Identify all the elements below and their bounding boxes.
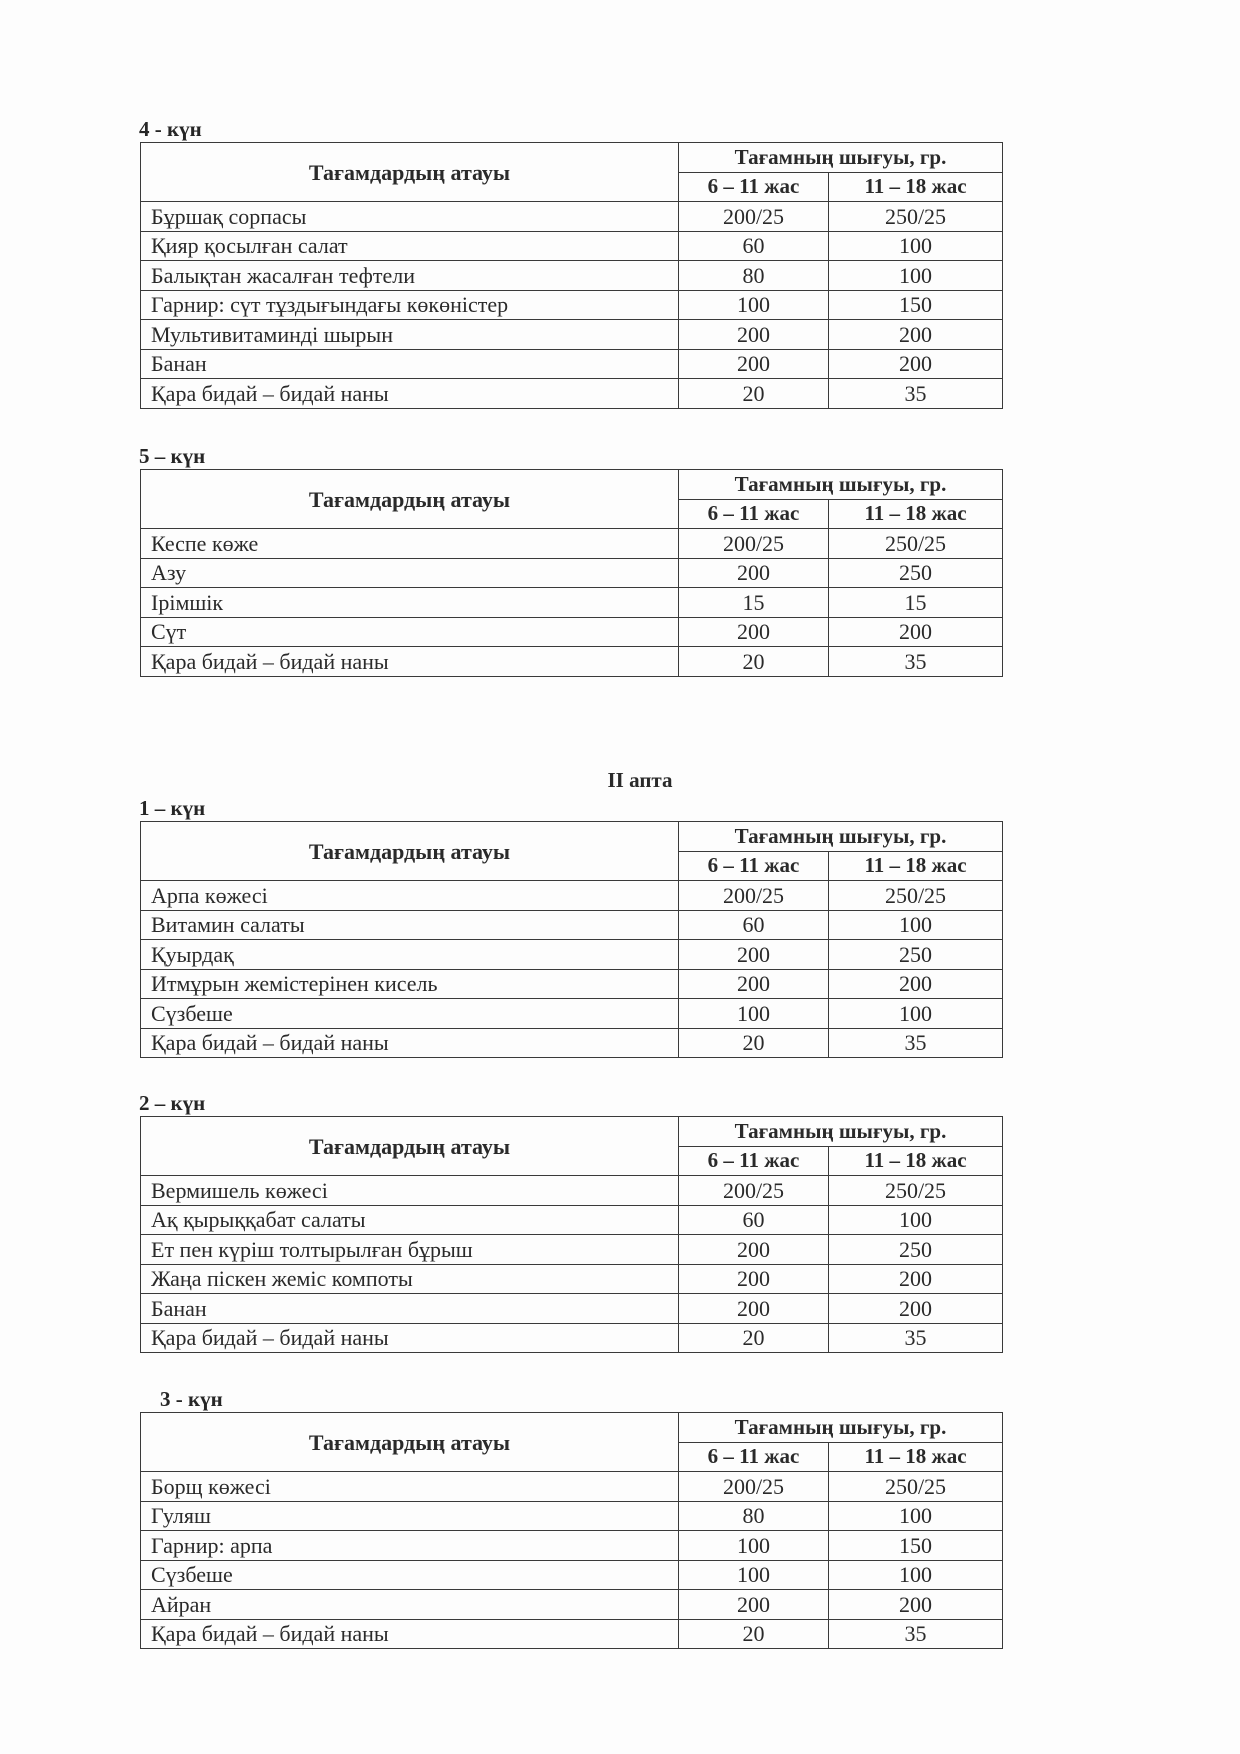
portion-11-18: 150	[829, 290, 1003, 320]
table-row	[141, 1560, 1003, 1590]
portion-6-11: 60	[679, 1205, 829, 1235]
portion-6-11: 20	[679, 1028, 829, 1058]
portion-6-11: 20	[679, 1323, 829, 1353]
dish-name: Қара бидай – бидай наны	[141, 1619, 679, 1649]
dish-name: Вермишель көжесі	[141, 1176, 679, 1206]
portion-6-11: 200	[679, 940, 829, 970]
dish-name: Қара бидай – бидай наны	[141, 1323, 679, 1353]
day-label: 2 – күн	[139, 1091, 206, 1115]
dish-name: Қияр қосылған салат	[141, 231, 679, 261]
dish-name: Арпа көжесі	[141, 881, 679, 911]
dish-name: Итмұрын жемістерінен кисель	[141, 969, 679, 999]
portion-6-11: 200/25	[679, 1176, 829, 1206]
portion-11-18: 100	[829, 1501, 1003, 1531]
table-row	[141, 558, 1003, 588]
portion-6-11: 200	[679, 320, 829, 350]
portion-11-18: 35	[829, 1028, 1003, 1058]
table-row	[141, 349, 1003, 379]
portion-11-18: 200	[829, 1590, 1003, 1620]
dish-name: Гарнир: арпа	[141, 1531, 679, 1561]
portion-11-18: 250/25	[829, 529, 1003, 559]
portion-11-18: 100	[829, 1560, 1003, 1590]
dish-name: Банан	[141, 349, 679, 379]
portion-6-11: 60	[679, 910, 829, 940]
dish-name: Қуырдақ	[141, 940, 679, 970]
table-row	[141, 1590, 1003, 1620]
dish-name: Сүзбеше	[141, 1560, 679, 1590]
portion-11-18: 250/25	[829, 202, 1003, 232]
age-6-11-header: 6 – 11 жас	[679, 851, 829, 881]
table-row	[141, 1176, 1003, 1206]
portion-6-11: 200	[679, 349, 829, 379]
portion-6-11: 200	[679, 1590, 829, 1620]
portion-6-11: 20	[679, 1619, 829, 1649]
dish-name-header: Тағамдардың атауы	[141, 1413, 679, 1472]
day-section-week1-day4	[140, 118, 1002, 409]
dish-name: Гарнир: сүт тұздығындағы көкөністер	[141, 290, 679, 320]
table-row	[141, 231, 1003, 261]
day-section-week2-day1	[140, 797, 1002, 1058]
day-label: 3 - күн	[160, 1387, 223, 1411]
portion-6-11: 60	[679, 231, 829, 261]
age-6-11-header: 6 – 11 жас	[679, 172, 829, 202]
portion-11-18: 35	[829, 379, 1003, 409]
portion-6-11: 80	[679, 261, 829, 291]
portion-6-11: 80	[679, 1501, 829, 1531]
menu-table	[140, 1116, 1003, 1353]
yield-header: Тағамның шығуы, гр.	[679, 1117, 1003, 1147]
table-row	[141, 202, 1003, 232]
portion-6-11: 20	[679, 647, 829, 677]
portion-6-11: 200/25	[679, 202, 829, 232]
portion-11-18: 200	[829, 1264, 1003, 1294]
portion-6-11: 200/25	[679, 529, 829, 559]
portion-11-18: 35	[829, 1619, 1003, 1649]
dish-name: Бұршақ сорпасы	[141, 202, 679, 232]
table-row	[141, 617, 1003, 647]
table-row	[141, 1264, 1003, 1294]
day-label: 5 – күн	[139, 444, 206, 468]
dish-name: Борщ көжесі	[141, 1472, 679, 1502]
dish-name: Мультивитаминді шырын	[141, 320, 679, 350]
menu-table	[140, 1412, 1003, 1649]
menu-table	[140, 469, 1003, 677]
portion-11-18: 15	[829, 588, 1003, 618]
table-row	[141, 1323, 1003, 1353]
portion-11-18: 250	[829, 1235, 1003, 1265]
day-label: 1 – күн	[139, 796, 206, 820]
day-section-week2-day3	[140, 1388, 1002, 1649]
portion-11-18: 100	[829, 1205, 1003, 1235]
table-row	[141, 1619, 1003, 1649]
dish-name: Ірімшік	[141, 588, 679, 618]
portion-11-18: 250	[829, 558, 1003, 588]
dish-name: Айран	[141, 1590, 679, 1620]
portion-6-11: 200	[679, 1235, 829, 1265]
portion-6-11: 100	[679, 1560, 829, 1590]
dish-name: Ет пен күріш толтырылған бұрыш	[141, 1235, 679, 1265]
dish-name: Жаңа піскен жеміс компоты	[141, 1264, 679, 1294]
day-label: 4 - күн	[139, 117, 202, 141]
portion-11-18: 100	[829, 261, 1003, 291]
portion-11-18: 200	[829, 320, 1003, 350]
yield-header: Тағамның шығуы, гр.	[679, 143, 1003, 173]
table-row	[141, 529, 1003, 559]
portion-6-11: 200/25	[679, 881, 829, 911]
portion-11-18: 250/25	[829, 1472, 1003, 1502]
table-row	[141, 940, 1003, 970]
day-section-week1-day5	[140, 445, 1002, 677]
portion-11-18: 100	[829, 910, 1003, 940]
day-section-week2-day2	[140, 1092, 1002, 1353]
age-6-11-header: 6 – 11 жас	[679, 1146, 829, 1176]
dish-name: Қара бидай – бидай наны	[141, 647, 679, 677]
dish-name-header: Тағамдардың атауы	[141, 1117, 679, 1176]
portion-6-11: 200	[679, 1264, 829, 1294]
yield-header: Тағамның шығуы, гр.	[679, 822, 1003, 852]
age-6-11-header: 6 – 11 жас	[679, 499, 829, 529]
portion-11-18: 100	[829, 231, 1003, 261]
portion-11-18: 250/25	[829, 881, 1003, 911]
table-row	[141, 290, 1003, 320]
dish-name: Сүзбеше	[141, 999, 679, 1029]
portion-6-11: 200	[679, 1294, 829, 1324]
portion-11-18: 250/25	[829, 1176, 1003, 1206]
table-row	[141, 881, 1003, 911]
table-row	[141, 1501, 1003, 1531]
table-row	[141, 910, 1003, 940]
dish-name: Гуляш	[141, 1501, 679, 1531]
table-row	[141, 1472, 1003, 1502]
portion-11-18: 200	[829, 617, 1003, 647]
menu-table	[140, 821, 1003, 1058]
portion-11-18: 200	[829, 969, 1003, 999]
dish-name: Азу	[141, 558, 679, 588]
dish-name: Қара бидай – бидай наны	[141, 379, 679, 409]
dish-name: Балықтан жасалған тефтели	[141, 261, 679, 291]
portion-6-11: 15	[679, 588, 829, 618]
portion-6-11: 100	[679, 1531, 829, 1561]
age-11-18-header: 11 – 18 жас	[829, 499, 1003, 529]
portion-11-18: 200	[829, 349, 1003, 379]
portion-11-18: 250	[829, 940, 1003, 970]
yield-header: Тағамның шығуы, гр.	[679, 470, 1003, 500]
dish-name: Банан	[141, 1294, 679, 1324]
table-row	[141, 1205, 1003, 1235]
age-6-11-header: 6 – 11 жас	[679, 1442, 829, 1472]
table-row	[141, 1294, 1003, 1324]
dish-name: Сүт	[141, 617, 679, 647]
portion-11-18: 35	[829, 647, 1003, 677]
portion-6-11: 200	[679, 558, 829, 588]
portion-11-18: 35	[829, 1323, 1003, 1353]
age-11-18-header: 11 – 18 жас	[829, 172, 1003, 202]
table-row	[141, 1531, 1003, 1561]
portion-6-11: 100	[679, 999, 829, 1029]
portion-11-18: 150	[829, 1531, 1003, 1561]
dish-name: Қара бидай – бидай наны	[141, 1028, 679, 1058]
dish-name: Ақ қырыққабат салаты	[141, 1205, 679, 1235]
dish-name: Витамин салаты	[141, 910, 679, 940]
table-row	[141, 999, 1003, 1029]
dish-name-header: Тағамдардың атауы	[141, 470, 679, 529]
portion-6-11: 200	[679, 617, 829, 647]
dish-name-header: Тағамдардың атауы	[141, 822, 679, 881]
dish-name-header: Тағамдардың атауы	[141, 143, 679, 202]
yield-header: Тағамның шығуы, гр.	[679, 1413, 1003, 1443]
table-row	[141, 320, 1003, 350]
dish-name: Кеспе көже	[141, 529, 679, 559]
table-row	[141, 379, 1003, 409]
age-11-18-header: 11 – 18 жас	[829, 851, 1003, 881]
table-row	[141, 1028, 1003, 1058]
portion-6-11: 200	[679, 969, 829, 999]
portion-6-11: 100	[679, 290, 829, 320]
table-row	[141, 647, 1003, 677]
portion-6-11: 20	[679, 379, 829, 409]
portion-11-18: 200	[829, 1294, 1003, 1324]
age-11-18-header: 11 – 18 жас	[829, 1442, 1003, 1472]
week-title: II апта	[607, 768, 673, 792]
portion-11-18: 100	[829, 999, 1003, 1029]
menu-table	[140, 142, 1003, 409]
portion-6-11: 200/25	[679, 1472, 829, 1502]
table-row	[141, 588, 1003, 618]
age-11-18-header: 11 – 18 жас	[829, 1146, 1003, 1176]
table-row	[141, 969, 1003, 999]
table-row	[141, 1235, 1003, 1265]
table-row	[141, 261, 1003, 291]
